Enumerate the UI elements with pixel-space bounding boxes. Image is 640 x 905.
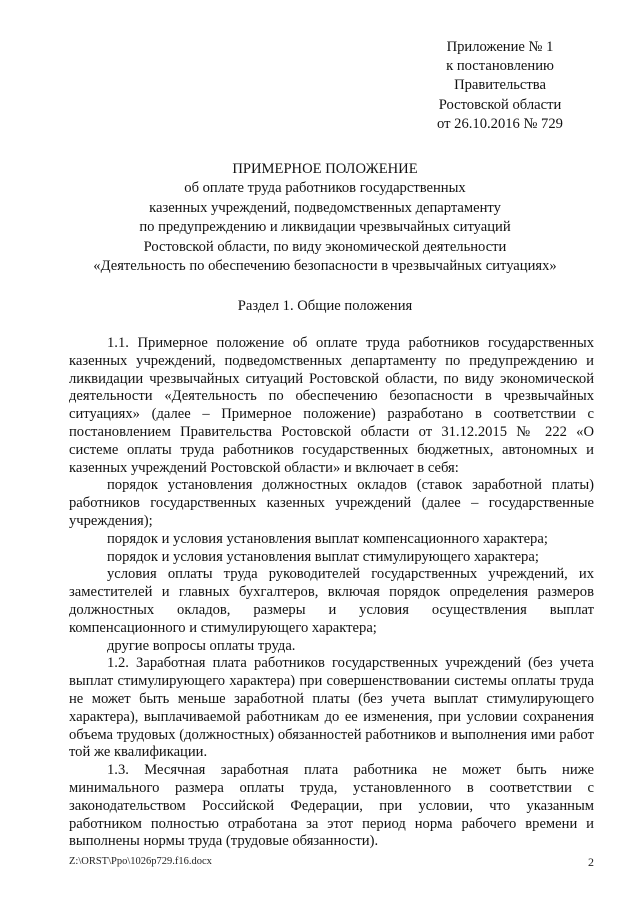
page-number: 2 xyxy=(588,855,594,869)
paragraph: другие вопросы оплаты труда. xyxy=(107,637,296,654)
title-line: ПРИМЕРНОЕ ПОЛОЖЕНИЕ xyxy=(232,161,418,177)
paragraph: 1.3. Месячная заработная плата работника не может быть ниже минимального размера оплаты труда, установленного в соответствии с законодательством Российской Федерации, при условии, что указанным работником полностью отработана за этот период норма рабочего времени и выполнены нормы труда (трудовые обязанности). xyxy=(69,762,594,850)
appendix-header xyxy=(400,38,600,134)
title-line: об оплате труда работников государственных xyxy=(184,180,466,197)
title-line: «Деятельность по обеспечению безопасности в чрезвычайных ситуациях» xyxy=(93,258,557,275)
title-line: Ростовской области, по виду экономической деятельности xyxy=(143,238,507,255)
paragraph: условия оплаты труда руководителей государственных учреждений, их заместителей и главных бухгалтеров, включая порядок определения размеров должностных окладов, размеры и условия осуществления выплат компенсационного и стимулирующего характера; xyxy=(69,566,594,636)
appendix-line: Приложение № 1 xyxy=(446,39,554,55)
document-body xyxy=(69,335,594,851)
appendix-line: Правительства xyxy=(454,77,546,94)
paragraph: 1.1. Примерное положение об оплате труда работников государственных казенных учреждений, подведомственных департаменту по предупреждению и ликвидации чрезвычайных ситуаций Ростовской области, по виду экономической деятельности «Деятельность по обеспечению безопасности в чрезвычайных ситуациях» (далее – Примерное положение) разработано в соответствии с постановлением Правительства Ростовской области от 31.12.2015 № 222 «О системе оплаты труда работников государственных бюджетных, автономных и казенных учреждений Ростовской области» и включает в себя: xyxy=(69,335,594,476)
paragraph: 1.2. Заработная плата работников государственных учреждений (без учета выплат стимулирующего характера) при совершенствовании системы оплаты труда не может быть меньше заработной платы (без учета выплат стимулирующего характера), выплачиваемой работникам до ее изменения, при условии сохранения объема трудовых (должностных) обязанностей работников и выполнения ими работ той же квалификации. xyxy=(69,655,594,761)
section-heading: Раздел 1. Общие положения xyxy=(237,298,413,314)
document-title xyxy=(60,160,590,276)
appendix-line: Ростовской области xyxy=(438,96,562,113)
appendix-line: от 26.10.2016 № 729 xyxy=(437,115,563,132)
appendix-line: к постановлению xyxy=(446,58,554,75)
paragraph: порядок установления должностных окладов (ставок заработной платы) работников государственных казенных учреждений (далее – государственные учреждения); xyxy=(69,477,594,529)
paragraph: порядок и условия установления выплат компенсационного характера; xyxy=(107,530,548,547)
title-line: по предупреждению и ликвидации чрезвычайных ситуаций xyxy=(139,219,511,236)
paragraph: порядок и условия установления выплат стимулирующего характера; xyxy=(107,548,539,565)
title-line: казенных учреждений, подведомственных департаменту xyxy=(149,199,501,216)
file-path: Z:\ORST\Ppo\1026p729.f16.docx xyxy=(69,856,212,867)
